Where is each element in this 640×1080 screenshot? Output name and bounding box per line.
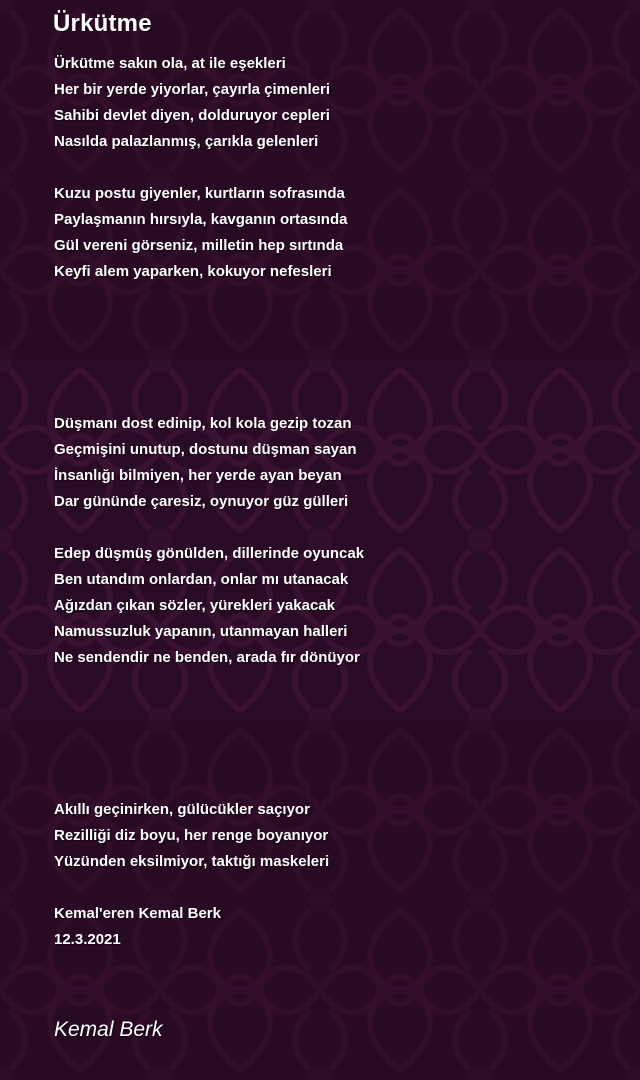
poem-line: Edep düşmüş gönülden, dillerinde oyuncak [54, 545, 365, 562]
poem-line: Gül vereni görseniz, milletin hep sırtında [54, 237, 344, 254]
poem-line: Nasılda palazlanmış, çarıkla gelenleri [54, 133, 319, 150]
poem-date: 12.3.2021 [54, 931, 121, 948]
poem-line: Kuzu postu giyenler, kurtların sofrasında [54, 185, 345, 202]
poem-line: Akıllı geçinirken, gülücükler saçıyor [54, 801, 310, 818]
stanza-gap [54, 875, 329, 901]
stanza-gap [54, 155, 347, 181]
poem-section-1 [54, 51, 347, 285]
author-credit: Kemal'eren Kemal Berk [54, 905, 221, 922]
poem-line: Dar gününde çaresiz, oynuyor güz gülleri [54, 493, 349, 510]
stanza-2 [54, 181, 347, 285]
poem-line: Sahibi devlet diyen, dolduruyor cepleri [54, 107, 330, 124]
poem-section-3 [54, 797, 329, 953]
poem-line: Ürkütme sakın ola, at ile eşekleri [54, 55, 286, 72]
poem-line: Keyfi alem yaparken, kokuyor nefesleri [54, 263, 332, 280]
poem-line: Rezilliği diz boyu, her renge boyanıyor [54, 827, 329, 844]
stanza-gap [54, 515, 364, 541]
poem-line: Düşmanı dost edinip, kol kola gezip tozan [54, 415, 352, 432]
stanza-1 [54, 51, 347, 155]
poem-line: Paylaşmanın hırsıyla, kavganın ortasında [54, 211, 348, 228]
author-signature: Kemal Berk [54, 1018, 163, 1041]
poem-line: Ağızdan çıkan sözler, yürekleri yakacak [54, 597, 335, 614]
stanza-3 [54, 411, 364, 515]
poem-line: İnsanlığı bilmiyen, her yerde ayan beyan [54, 467, 342, 484]
poem-line: Her bir yerde yiyorlar, çayırla çimenleri [54, 81, 330, 98]
poem-line: Ne sendendir ne benden, arada fır dönüyor [54, 649, 360, 666]
poem-line: Ben utandım onlardan, onlar mı utanacak [54, 571, 349, 588]
poem-title: Ürkütme [53, 10, 152, 37]
stanza-4 [54, 541, 364, 671]
poem-section-2 [54, 411, 364, 671]
poem-footer [54, 901, 329, 953]
stanza-5 [54, 797, 329, 875]
poem-line: Geçmişini unutup, dostunu düşman sayan [54, 441, 357, 458]
poem-line: Yüzünden eksilmiyor, taktığı maskeleri [54, 853, 330, 870]
poem-line: Namussuzluk yapanın, utanmayan halleri [54, 623, 348, 640]
